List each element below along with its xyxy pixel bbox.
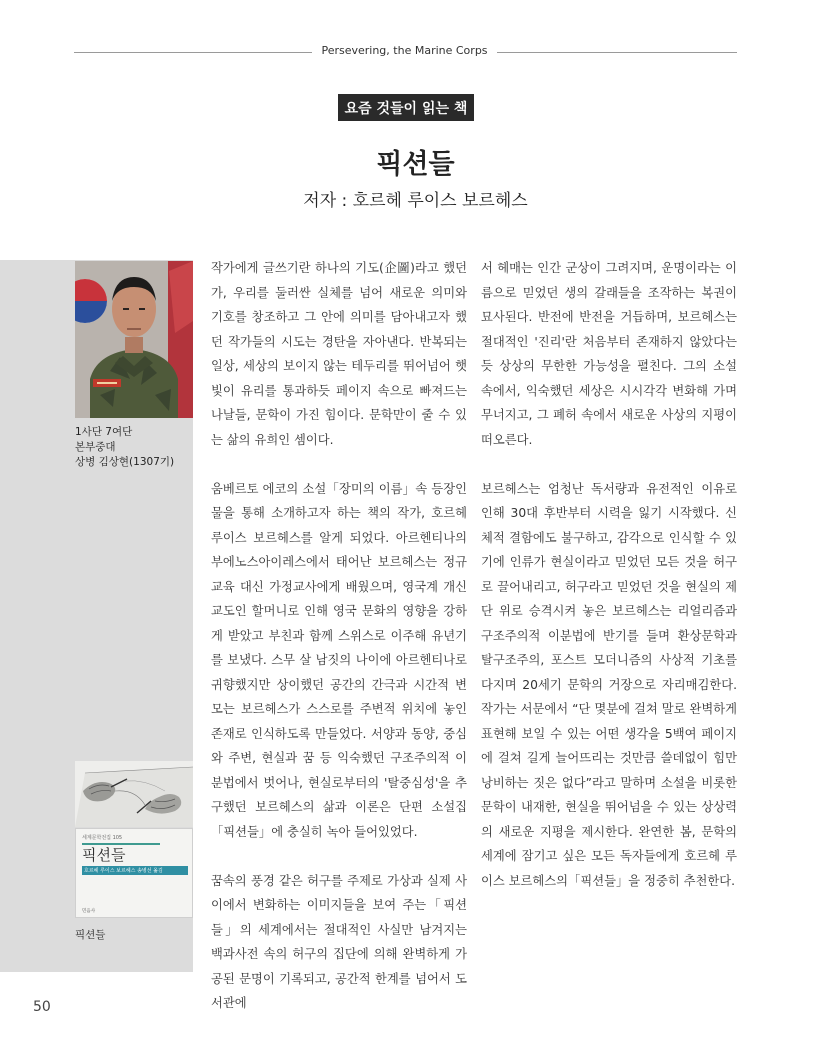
soldier-photo bbox=[75, 261, 193, 418]
book-cover-title: 픽션들 bbox=[82, 846, 126, 864]
book-caption: 픽션들 bbox=[75, 929, 106, 941]
soldier-caption bbox=[75, 425, 174, 470]
page-number: 50 bbox=[33, 999, 51, 1015]
soldier-name: 상병 김상현(1307기) bbox=[75, 456, 175, 468]
running-title: Persevering, the Marine Corps bbox=[321, 44, 488, 57]
article-column-left bbox=[211, 256, 467, 1040]
header-rule-left bbox=[74, 52, 312, 53]
paragraph: 움베르토 에코의 소설「장미의 이름」속 등장인물을 통해 소개하고자 하는 책의 작가, 호르헤 루이스 보르헤스를 알게 되었다. 아르헨티나의 부에노스아이레스에서 태어난 보르헤스는 정규 교육 대신 가정교사에게 배웠으며, 영국계 개신교도인 할머니로 인해 영국 문화의 영향을 강하게 받았고 부친과 함께 스위스로 이주해 유년기를 보냈다. 스무 살 남짓의 나이에 아르헨티나로 귀향했지만 상이했던 공간의 간극과 시간적 변모는 보르헤스가 스스로를 주변적 위치에 놓인 존재로 인식하도록 만들었다. 서양과 동양, 중심와 주변, 현실과 꿈 등 익숙했던 구조주의적 이분법에서 벗어나, 현실로부터의 '탈중심성'을 추구했던 보르헤스의 삶과 이론은 단편 소설집「픽션들」에 충실히 녹아 들어있었다. bbox=[211, 481, 467, 839]
paragraph: 서 헤매는 인간 군상이 그려지며, 운명이라는 이름으로 믿었던 생의 갈래들을 조작하는 복권이 묘사된다. 반전에 반전을 거듭하며, 보르헤스는 절대적인 '진리'란 처음부터 존재하지 않았다는 듯 상상의 무한한 가능성을 펼친다. 그의 소설 속에서, 익숙했던 세상은 시시각각 변화해 가며 무너지고, 그 폐허 속에서 새로운 사상의 지평이 떠오른다. bbox=[481, 261, 737, 447]
soldier-unit: 1사단 7여단 bbox=[75, 426, 133, 438]
article-column-right bbox=[481, 256, 737, 918]
article-title: 픽션들 bbox=[376, 149, 455, 180]
paragraph: 보르헤스는 엄청난 독서량과 유전적인 이유로 인해 30대 후반부터 시력을 잃기 시작했다. 신체적 결함에도 불구하고, 감각으로 인식할 수 있기에 인류가 현실이라고 믿었던 모든 것을 허구로 끌어내리고, 허구라고 믿었던 것을 현실의 제단 위로 승격시켜 놓은 보르헤스는 리얼리즘과 구조주의적 이분법에 반기를 들며 환상문학과 탈구조주의, 포스트 모더니즘의 사상적 기초를 다지며 20세기 문학의 거장으로 자리매김한다. 작가는 서문에서 “단 몇분에 걸쳐 말로 완벽하게 표현해 보일 수 있는 어떤 생각을 5백여 페이지에 걸쳐 길게 늘어뜨리는 것만큼 쓸데없이 힘만 낭비하는 짓은 없다”라고 말하며 소설을 비롯한 문학이 내재한, 현실을 뛰어넘을 수 있는 상상력의 새로운 지평을 제시한다. 완연한 봄, 문학의 세계에 잠기고 싶은 모든 독자들에게 호르헤 루이스 보르헤스의「픽션들」을 정중히 추천한다. bbox=[481, 481, 737, 888]
book-publisher: 민음사 bbox=[82, 909, 96, 914]
paragraph: 꿈속의 풍경 같은 허구를 주제로 가상과 실제 사이에서 변화하는 이미지들을 보여 주는「픽션들」의 세계에서는 절대적인 사실만 남겨지는 백과사전 속의 허구의 집단에 의해 완벽하게 가공된 문명이 기록되고, 공간적 한계를 넘어서 도서관에 bbox=[211, 873, 467, 1010]
book-cover bbox=[75, 828, 193, 918]
book-series: 세계문학전집 105 bbox=[82, 835, 123, 841]
header-rule-right bbox=[497, 52, 737, 53]
drawing-hands-image bbox=[75, 761, 193, 827]
section-tag: 요즘 것들이 읽는 책 bbox=[338, 94, 474, 121]
soldier-company: 본부중대 bbox=[75, 441, 116, 453]
paragraph: 작가에게 글쓰기란 하나의 기도(企圖)라고 했던가, 우리를 둘러싼 실체를 넘어 새로운 의미와 기호를 창조하고 그 안에 의미를 담아내고자 했던 작가들의 시도는 경탄을 자아낸다. 반복되는 일상, 세상의 보이지 않는 테두리를 뛰어넘어 햇빛이 유리를 통과하듯 페이지 속으로 빠져드는 나날들, 문학이 가진 힘이다. 문학만이 줄 수 있는 삶의 유희인 셈이다. bbox=[211, 261, 467, 447]
article-author: 저자 : 호르헤 루이스 보르헤스 bbox=[303, 191, 528, 211]
book-cover-subtitle: 호르헤 루이스 보르헤스 송병선 옮김 bbox=[84, 868, 163, 874]
